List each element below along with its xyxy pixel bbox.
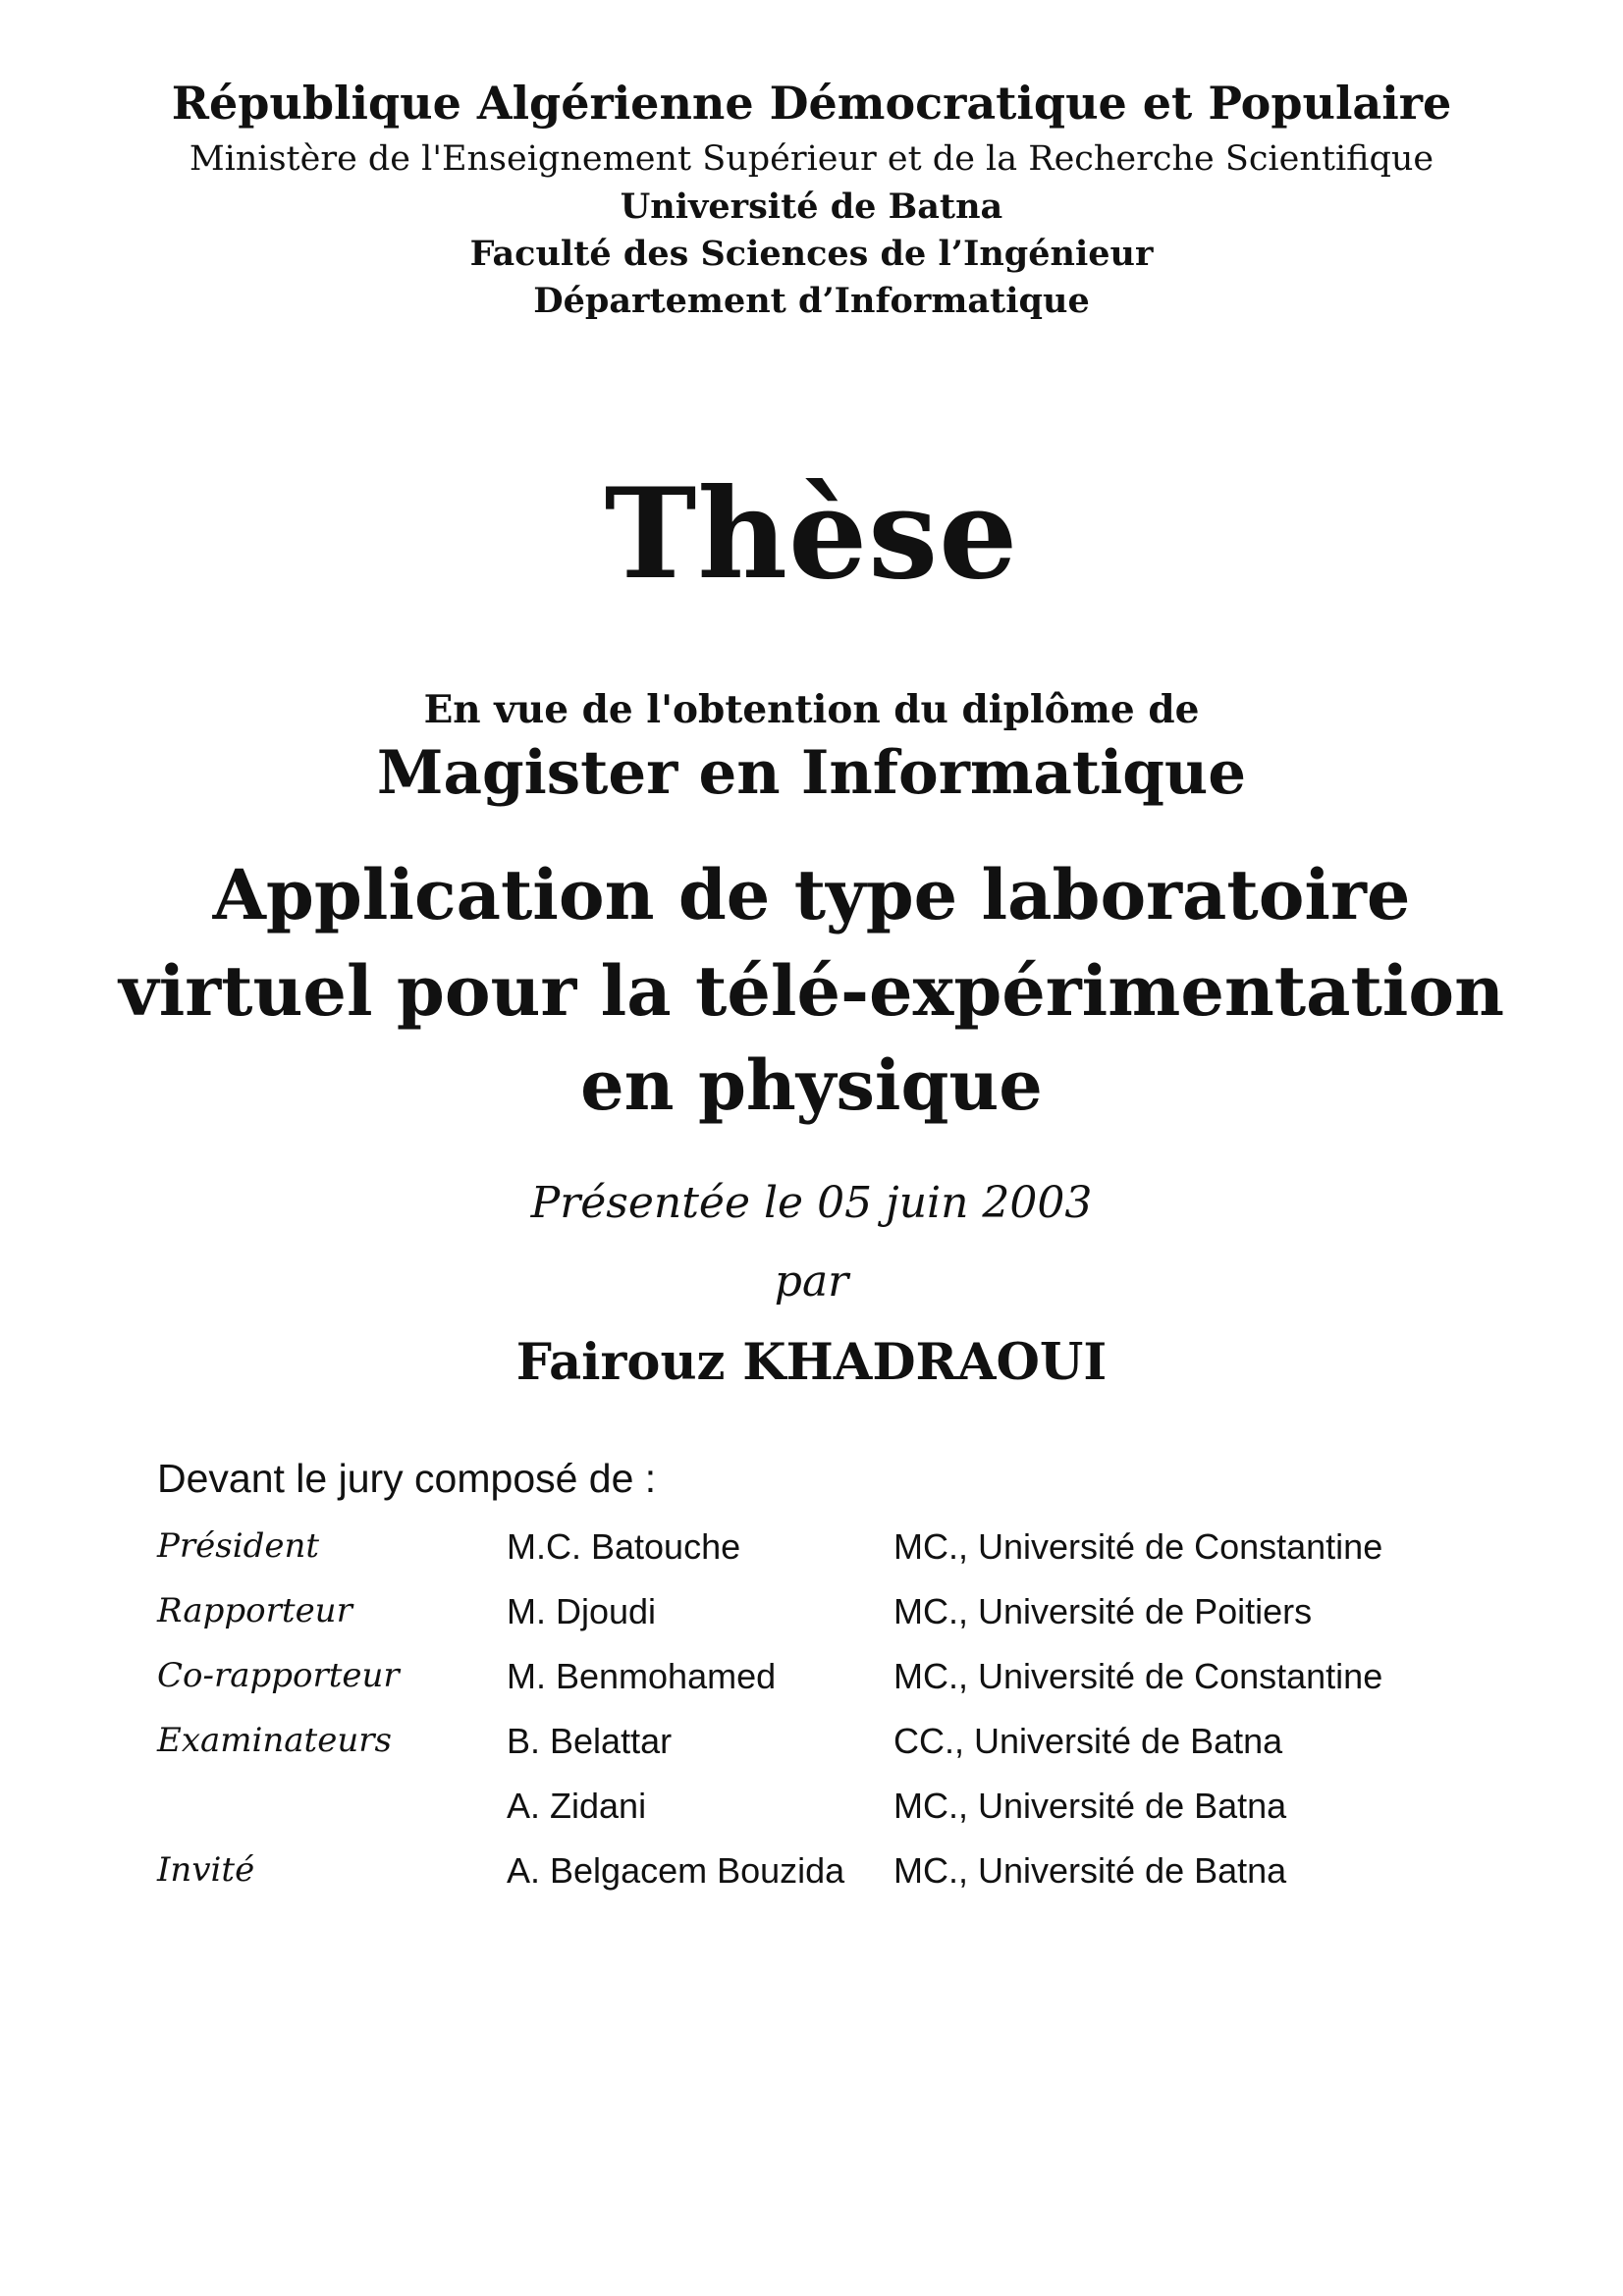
jury-name: M. Djoudi (507, 1591, 657, 1631)
jury-affiliation: MC., Université de Batna (893, 1850, 1287, 1891)
jury-member-row (157, 1786, 1473, 1850)
jury-member-row (157, 1526, 1473, 1591)
document-type: Thèse (604, 461, 1019, 607)
jury-name: M. Benmohamed (507, 1656, 777, 1696)
republic-name: République Algérienne Démocratique et Populaire (171, 77, 1452, 130)
presentation-date: Présentée le 05 juin 2003 (530, 1178, 1093, 1228)
thesis-title-line: en physique (580, 1044, 1043, 1126)
jury-role: Co-rapporteur (157, 1656, 400, 1695)
jury-affiliation: MC., Université de Batna (893, 1786, 1287, 1826)
jury-role: Président (157, 1526, 320, 1566)
jury-member-row (157, 1721, 1473, 1786)
thesis-title-line: virtuel pour la télé-expérimentation (119, 950, 1504, 1032)
jury-name: A. Zidani (507, 1786, 647, 1826)
jury-role: Invité (157, 1850, 255, 1890)
degree-name: Magister en Informatique (376, 738, 1247, 808)
ministry-name: Ministère de l'Enseignement Supérieur et de la Recherche Scientifique (189, 139, 1434, 179)
jury-name: A. Belgacem Bouzida (507, 1850, 845, 1891)
jury-list (157, 1526, 1473, 1915)
jury-heading: Devant le jury composé de : (157, 1456, 657, 1501)
jury-member-row (157, 1850, 1473, 1915)
jury-role: Rapporteur (157, 1591, 352, 1630)
jury-member-row (157, 1591, 1473, 1656)
faculty-name: Faculté des Sciences de l’Ingénieur (469, 234, 1154, 274)
jury-affiliation: MC., Université de Poitiers (893, 1591, 1313, 1631)
degree-intro: En vue de l'obtention du diplôme de (423, 687, 1200, 732)
jury-name: B. Belattar (507, 1721, 673, 1761)
jury-name: M.C. Batouche (507, 1526, 741, 1567)
thesis-title-line: Application de type laboratoire (212, 854, 1411, 935)
jury-affiliation: CC., Université de Batna (893, 1721, 1283, 1761)
department-name: Département d’Informatique (533, 281, 1090, 321)
jury-affiliation: MC., Université de Constantine (893, 1656, 1383, 1696)
jury-affiliation: MC., Université de Constantine (893, 1526, 1383, 1567)
author-name: Fairouz KHADRAOUI (515, 1333, 1108, 1392)
by-label: par (774, 1256, 849, 1307)
jury-member-row (157, 1656, 1473, 1721)
university-name: Université de Batna (620, 187, 1003, 227)
jury-role: Examinateurs (157, 1721, 392, 1760)
